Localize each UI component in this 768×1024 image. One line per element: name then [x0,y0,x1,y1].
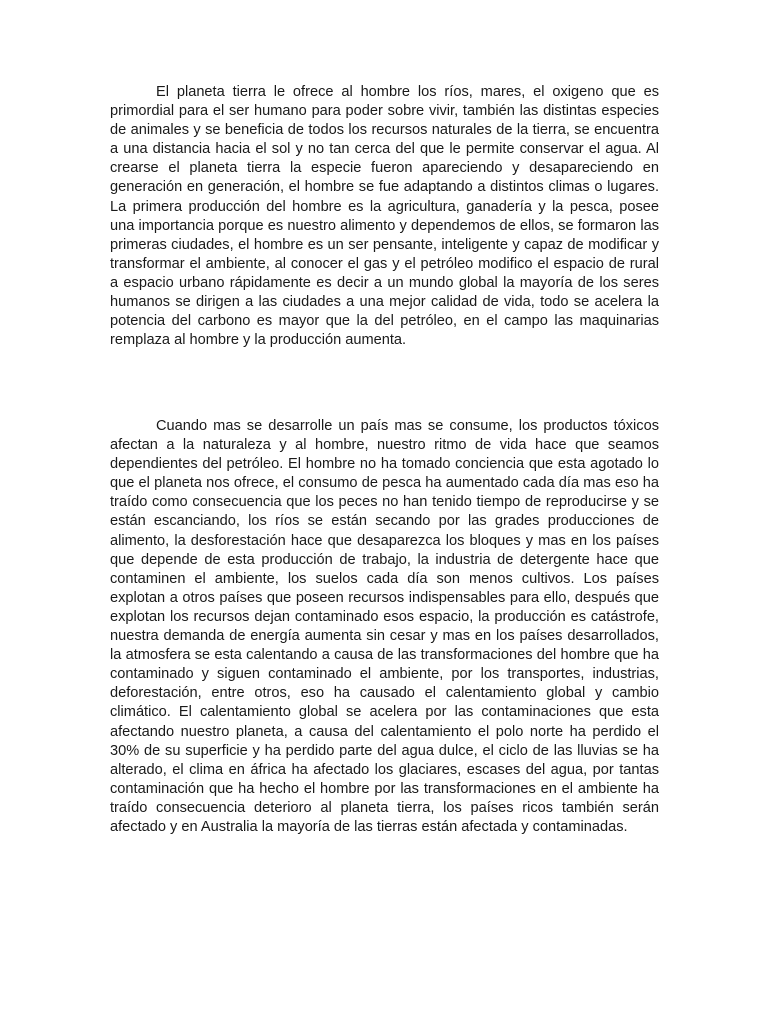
paragraph-1: El planeta tierra le ofrece al hombre los ríos, mares, el oxigeno que es primordial para el ser humano para poder sobre vivir, también las distintas especies de animales y se beneficia de todos los recursos naturales de la tierra, se encuentra a una distancia hacia el sol y no tan cerca del que le permite conservar el agua. Al crearse el planeta tierra la especie fueron apareciendo y desapareciendo en generación en generación, el hombre se fue adaptando a distintos climas o lugares. La primera producción del hombre es la agricultura, ganadería y la pesca, posee una importancia porque es nuestro alimento y dependemos de ellos, se formaron las primeras ciudades, el hombre es un ser pensante, inteligente y capaz de modificar y transformar el ambiente, al conocer el gas y el petróleo modifico el espacio de rural a espacio urbano rápidamente es decir a un mundo global la mayoría de los seres humanos se dirigen a las ciudades a una mejor calidad de vida, todo se acelera la potencia del carbono es mayor que la del petróleo, en el campo las maquinarias remplaza al hombre y la producción aumenta. [110,84,659,349]
paragraph-2: Cuando mas se desarrolle un país mas se consume, los productos tóxicos afectan a la naturaleza y al hombre, nuestro ritmo de vida hace que seamos dependientes del petróleo. El hombre no ha tomado conciencia que esta agotado lo que el planeta nos ofrece, el consumo de pesca ha aumentado cada día mas eso ha traído como consecuencia que los peces no han tenido tiempo de reproducirse y se están escanciando, los ríos se están secando por las grades producciones de alimento, la desforestación hace que desaparezca los bloques y mas en los países que depende de esta producción de trabajo, la industria de detergente hace que contaminen el ambiente, los suelos cada día son menos cultivos. Los países explotan a otros países que poseen recursos indispensables para ello, después que explotan los recursos dejan contaminado esos espacio, la producción es catástrofe, nuestra demanda de energía aumenta sin cesar y mas en los países desarrollados, la atmosfera se esta calentando a causa de las transformaciones del hombre que ha contaminado y siguen contaminado el ambiente, por los transportes, industrias, deforestación, entre otros, eso ha causado el calentamiento global y cambio climático. El calentamiento global se acelera por las contaminaciones que esta afectando nuestro planeta, a causa del calentamiento el polo norte ha perdido el 30% de su superficie y ha perdido parte del agua dulce, el ciclo de las lluvias se ha alterado, el clima en áfrica ha afectado los glaciares, escases del agua, por tantas contaminación que ha hecho el hombre por las transformaciones en el ambiente ha traído consecuencia deterioro al planeta tierra, los países ricos también serán afectado y en Australia la mayoría de las tierras están afectada y contaminadas. [110,418,659,835]
